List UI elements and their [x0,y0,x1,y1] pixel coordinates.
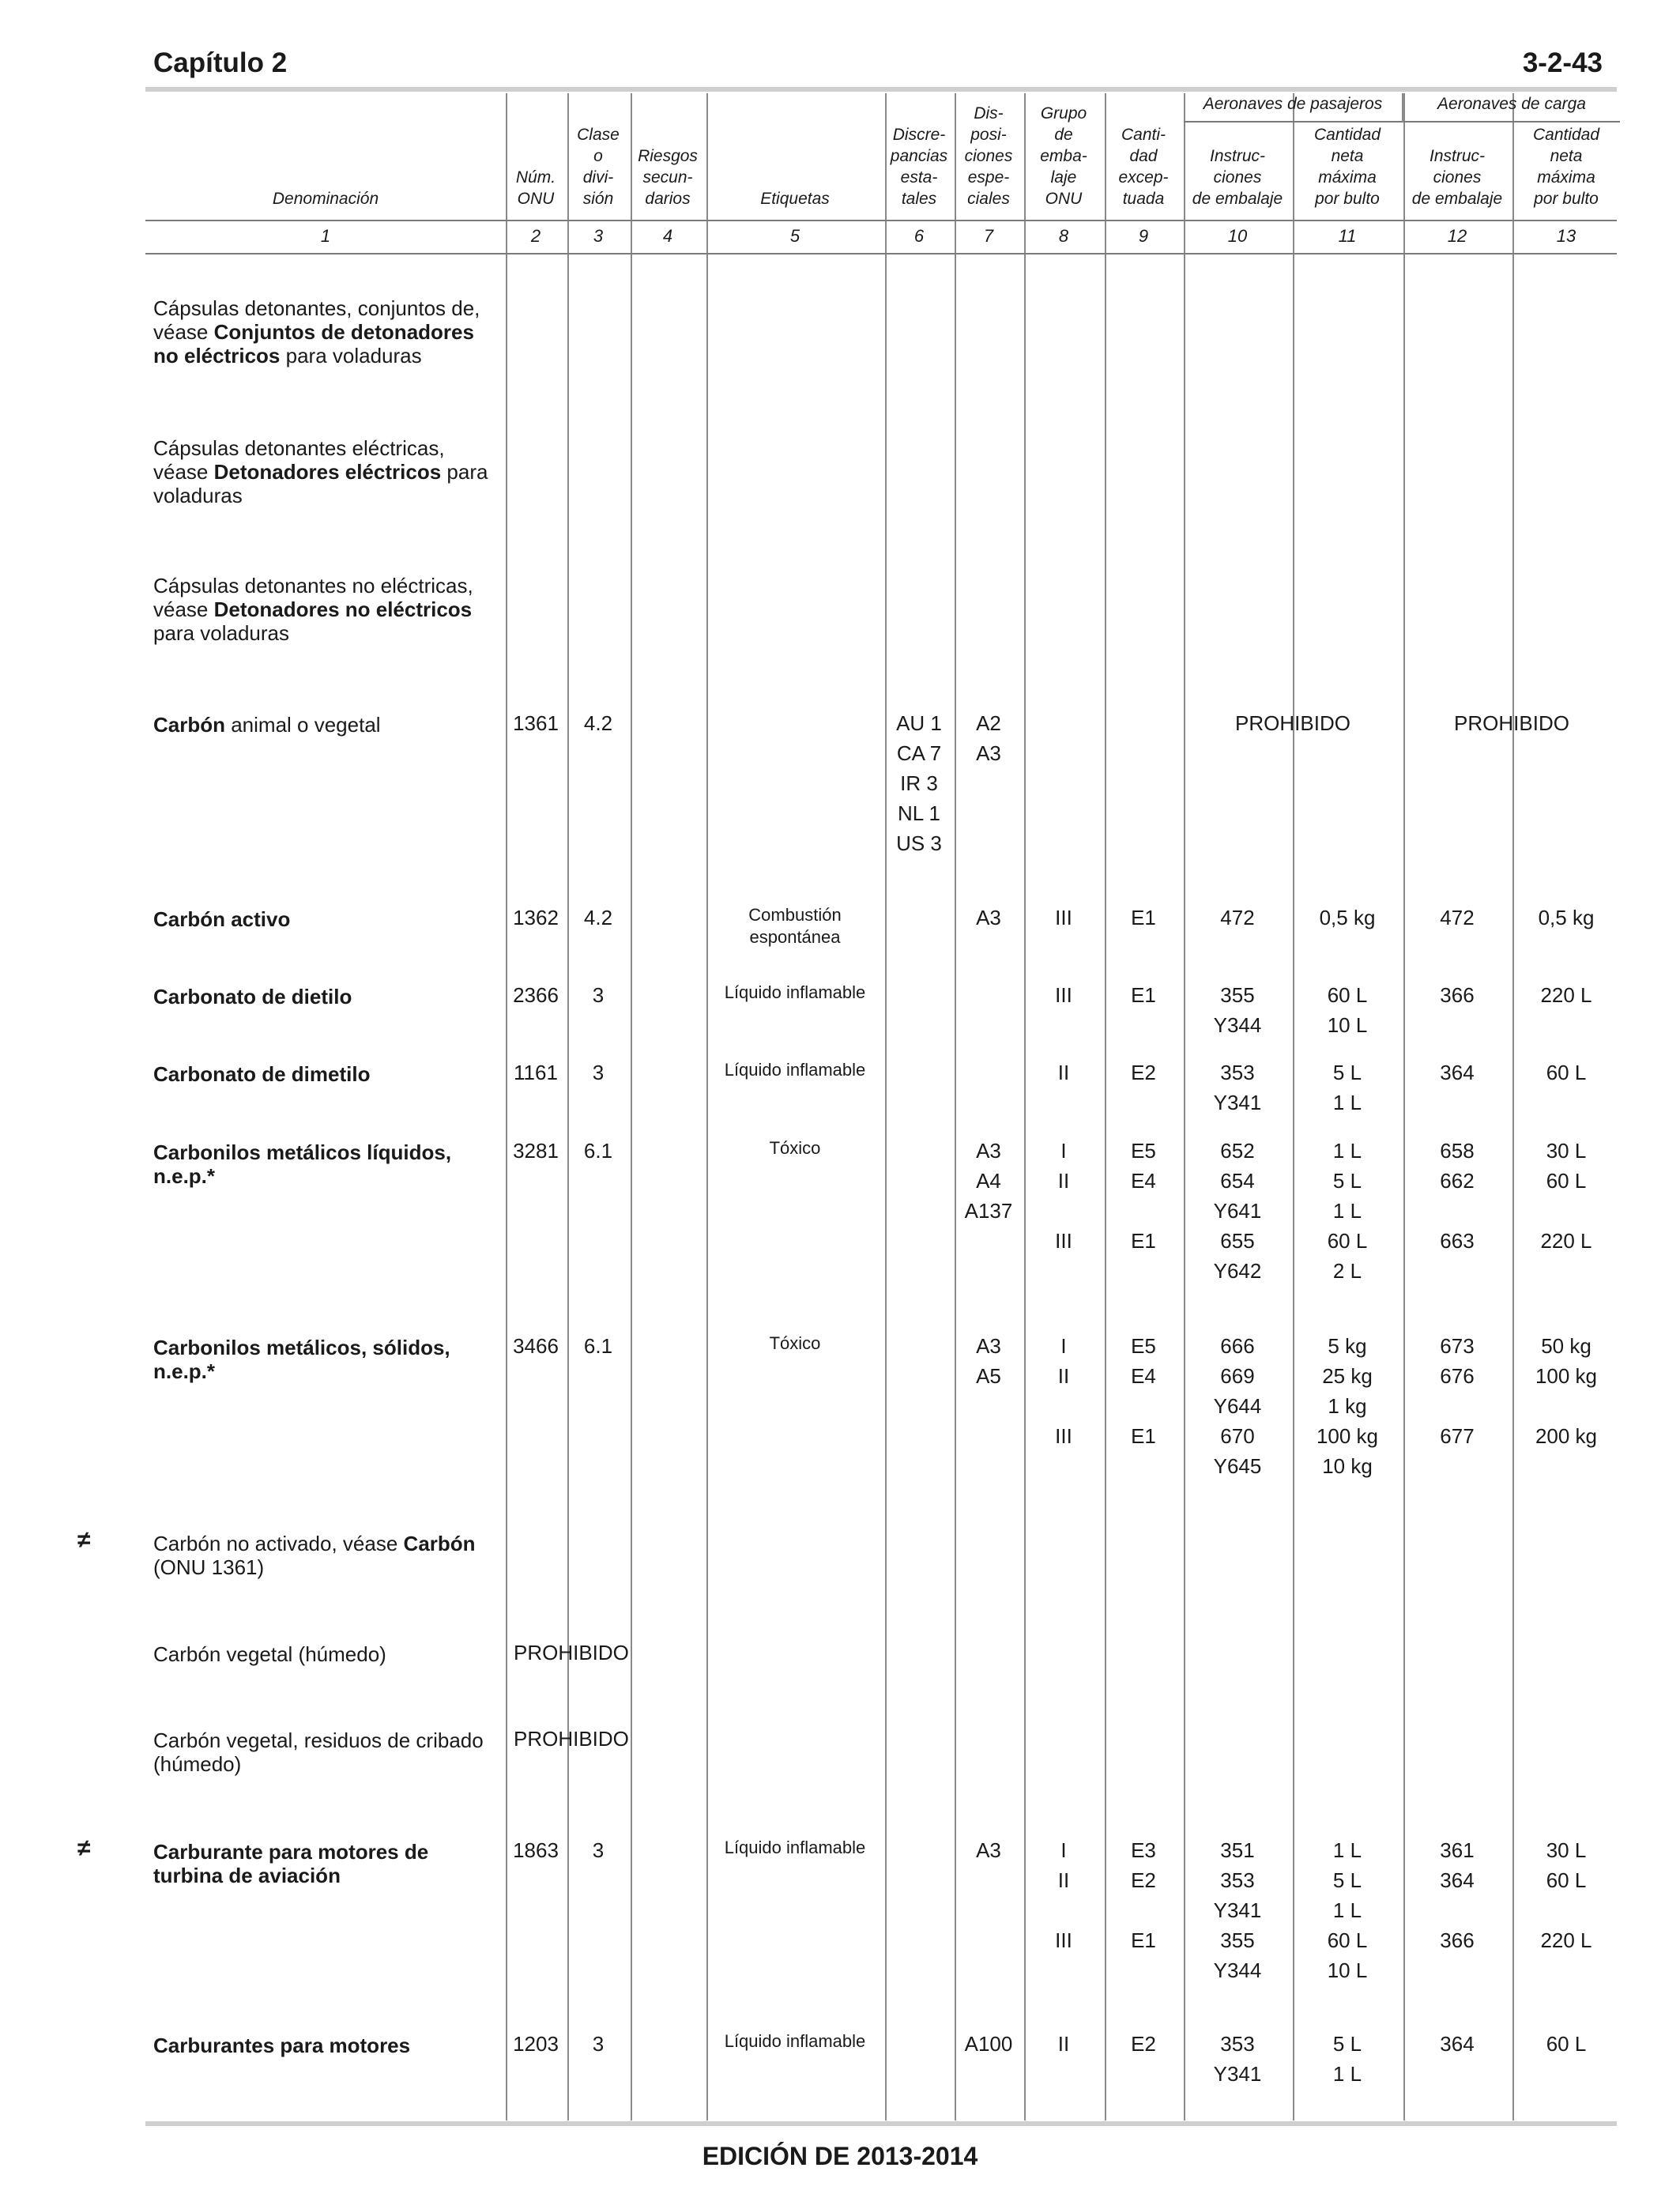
packing-group: III [1055,906,1072,929]
col-number: 7 [983,226,994,246]
hazard-class: 4.2 [583,906,613,929]
packing-group: I II III [1055,1838,1072,1952]
hazard-class: 3 [592,983,605,1007]
excepted-quantity: E1 [1131,983,1156,1007]
col-header-13: Cantidad neta máxima por bulto [1532,126,1600,208]
column-divider [567,93,569,2120]
name-part: para voladuras [153,621,289,645]
cargo-packing-instruction: 658 662 663 [1440,1139,1475,1253]
col-number: 3 [593,226,604,246]
header-rule [145,87,1617,92]
name-part: Cápsulas detonantes no eléctricas, véase [153,574,473,621]
name-part: Cápsulas detonantes eléctricas, véase [153,436,445,484]
name-bold-part: Conjuntos de detonadores no eléctricos [153,320,474,368]
cargo-packing-instruction: 673 676 677 [1440,1334,1475,1448]
forbidden-notice: PROHIBIDO [514,1727,629,1751]
passenger-max-quantity: 1 L 5 L 1 L 60 L 2 L [1327,1139,1368,1283]
col-header-12: Instruc- ciones de embalaje [1411,147,1503,208]
cargo-max-quantity: 60 L [1546,2032,1587,2056]
passenger-max-quantity: 5 L 1 L [1332,1061,1362,1114]
name-bold-part: Detonadores no eléctricos [213,598,473,621]
cargo-packing-instruction: 366 [1440,983,1475,1007]
substance-name [153,907,501,931]
un-number: 3466 [513,1334,559,1358]
col-number: 11 [1338,226,1357,246]
un-number: 1203 [513,2032,559,2056]
col-header-3: Clase o divi- sión [577,126,620,208]
page-number: 3-2-43 [1522,47,1603,78]
name-bold-part: Carburantes para motores [153,2034,411,2057]
cargo-packing-instruction: 472 [1440,906,1475,929]
col-header-5: Etiquetas [760,190,830,208]
group-cargo-header: Aeronaves de carga [1437,95,1586,113]
passenger-max-quantity: 1 L 5 L 1 L 60 L 10 L [1327,1838,1368,1982]
excepted-quantity: E5 E4 E1 [1131,1139,1156,1253]
un-number: 3281 [513,1139,559,1163]
hazard-label: Tóxico [769,1333,821,1353]
group-passenger-header: Aeronaves de pasajeros [1203,95,1383,113]
cargo-max-quantity: 60 L [1546,1061,1587,1084]
col-header-2: Núm. ONU [515,168,556,208]
hazard-label: Tóxico [769,1138,821,1158]
cargo-packing-instruction: 364 [1440,1061,1475,1084]
un-number: 1863 [513,1838,559,1862]
packing-group: I II III [1055,1334,1072,1448]
special-provisions: A3 [976,1838,1001,1862]
col-number: 10 [1227,226,1248,246]
special-provisions: A3 A5 [976,1334,1001,1388]
column-divider [1024,93,1026,2120]
excepted-quantity: E3 E2 E1 [1131,1838,1156,1952]
cargo-max-quantity: 220 L [1540,983,1592,1007]
substance-name [153,1840,501,1887]
substance-name [153,574,501,645]
cargo-max-quantity: 30 L 60 L 220 L [1540,1838,1592,1952]
col-header-8: Grupo de emba- laje ONU [1040,104,1087,208]
un-number: 2366 [513,983,559,1007]
cargo-max-quantity: 50 kg 100 kg 200 kg [1535,1334,1598,1448]
cargo-packing-instruction: 364 [1440,2032,1475,2056]
name-bold-part: Carbón activo [153,907,291,931]
hazard-label: Líquido inflamable [724,1060,866,1080]
passenger-packing-instruction: 652 654 Y641 655 Y642 [1213,1139,1262,1283]
col-header-6: Discre- pancias esta- tales [890,126,948,208]
substance-name [153,1728,501,1776]
forbidden-notice: PROHIBIDO [514,1641,629,1664]
col-number: 5 [789,226,800,246]
special-provisions: A100 [964,2032,1013,2056]
name-part: Carbón vegetal, residuos de cribado (húmedo) [153,1728,484,1776]
name-part: Cápsulas detonantes, conjuntos de, véase [153,296,480,344]
excepted-quantity: E2 [1131,1061,1156,1084]
hazard-class: 6.1 [583,1139,613,1163]
substance-name [153,1532,501,1579]
passenger-max-quantity: 0,5 kg [1319,906,1376,929]
col-header-9: Canti- dad excep- tuada [1118,126,1169,208]
column-divider [631,93,632,2120]
passenger-packing-instruction: 353 Y341 [1213,1061,1262,1114]
name-bold-part: Carbón [403,1532,476,1555]
passenger-prohibited: PROHIBIDO [1235,711,1350,735]
col-header-1: Denominación [272,190,379,208]
passenger-max-quantity: 60 L 10 L [1327,983,1368,1037]
packing-group: II [1057,1061,1070,1084]
chapter-title: Capítulo 2 [153,47,288,78]
substance-name [153,1140,501,1188]
un-number: 1161 [514,1061,558,1084]
packing-group: III [1055,983,1072,1007]
hazard-class: 4.2 [583,711,613,735]
name-part: Carbón no activado, véase [153,1532,404,1555]
hazard-class: 3 [592,2032,605,2056]
passenger-packing-instruction: 353 Y341 [1213,2032,1262,2086]
special-provisions: A2 A3 [976,711,1001,765]
hazard-label: Líquido inflamable [724,1838,866,1857]
col-header-7: Dis- posi- ciones espe- ciales [964,104,1013,208]
footer-rule [145,2121,1617,2126]
passenger-max-quantity: 5 kg 25 kg 1 kg 100 kg 10 kg [1316,1334,1379,1478]
packing-group: II [1057,2032,1070,2056]
cargo-prohibited: PROHIBIDO [1454,711,1569,735]
substance-name [153,1062,501,1086]
column-divider [955,93,956,2120]
name-part: para voladuras [153,460,488,507]
column-divider [706,93,708,2120]
substance-name [153,713,501,737]
col-number: 8 [1058,226,1069,246]
un-number: 1361 [513,711,559,735]
col-header-4: Riesgos secun- darios [638,147,698,208]
excepted-quantity: E1 [1131,906,1156,929]
excepted-quantity: E5 E4 E1 [1131,1334,1156,1448]
name-bold-part: Carbón [153,713,225,737]
special-provisions: A3 [976,906,1001,929]
hazard-label: Combustión espontánea [748,905,842,947]
substance-name [153,985,501,1008]
hazard-label: Líquido inflamable [724,2031,866,2051]
hazard-label: Líquido inflamable [724,982,866,1002]
col-header-11: Cantidad neta máxima por bulto [1313,126,1381,208]
name-bold-part: Carbonilos metálicos, sólidos, n.e.p.* [153,1336,450,1383]
hazard-class: 3 [592,1061,605,1084]
packing-group: I II III [1055,1139,1072,1253]
cargo-packing-instruction: 361 364 366 [1440,1838,1475,1952]
passenger-packing-instruction: 355 Y344 [1213,983,1262,1037]
state-variations: AU 1 CA 7 IR 3 NL 1 US 3 [896,711,942,855]
col-number: 9 [1138,226,1149,246]
name-part: (ONU 1361) [153,1555,265,1579]
name-part: para voladuras [280,344,422,368]
passenger-packing-instruction: 351 353 Y341 355 Y344 [1213,1838,1262,1982]
column-divider [506,93,507,2120]
special-provisions: A3 A4 A137 [964,1139,1013,1223]
col-number: 4 [662,226,673,246]
name-part: animal o vegetal [225,713,381,737]
column-divider [1403,93,1405,2120]
name-bold-part: Carbonato de dietilo [153,985,352,1008]
substance-name [153,1336,501,1383]
hazard-class: 6.1 [583,1334,613,1358]
col-number: 2 [530,226,541,246]
header-bottom-rule [145,220,1617,221]
excepted-quantity: E2 [1131,2032,1156,2056]
amendment-mark: ≠ [77,1527,91,1553]
cargo-max-quantity: 0,5 kg [1538,906,1595,929]
col-number: 12 [1447,226,1467,246]
name-bold-part: Carburante para motores de turbina de aviación [153,1840,429,1887]
edition-footer: EDICIÓN DE 2013-2014 [702,2142,978,2170]
col-header-10: Instruc- ciones de embalaje [1192,147,1283,208]
column-divider [885,93,887,2120]
column-number-rule [145,253,1617,254]
hazard-class: 3 [592,1838,605,1862]
name-bold-part: Carbonato de dimetilo [153,1062,371,1086]
passenger-packing-instruction: 666 669 Y644 670 Y645 [1213,1334,1262,1478]
col-number: 6 [913,226,925,246]
column-divider [1512,93,1514,2120]
substance-name [153,296,501,368]
substance-name [153,1642,501,1666]
name-part: Carbón vegetal (húmedo) [153,1642,386,1666]
passenger-packing-instruction: 472 [1220,906,1255,929]
passenger-max-quantity: 5 L 1 L [1332,2032,1362,2086]
column-divider [1105,93,1106,2120]
col-number: 1 [320,226,331,246]
name-bold-part: Detonadores eléctricos [213,460,442,484]
un-number: 1362 [513,906,559,929]
name-bold-part: Carbonilos metálicos líquidos, n.e.p.* [153,1140,452,1188]
substance-name [153,2034,501,2057]
cargo-max-quantity: 30 L 60 L 220 L [1540,1139,1592,1253]
amendment-mark: ≠ [77,1835,91,1861]
substance-name [153,436,501,507]
col-number: 13 [1556,226,1576,246]
